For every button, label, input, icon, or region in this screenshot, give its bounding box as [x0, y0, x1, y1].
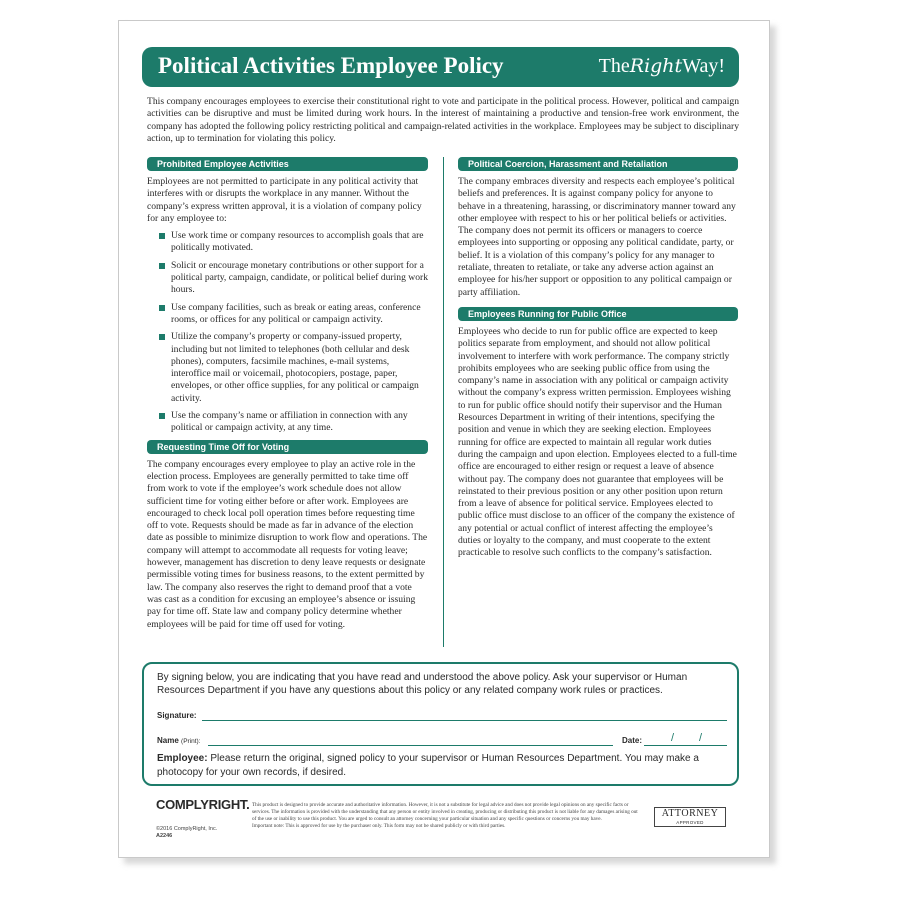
bullet-item: Utilize the company’s property or company-issued property, including but not limited to telephones (both cellular and desk phones), computers, facsimile machines, e-mail systems, interoffice mail or voicemail, photocopiers, postage, paper, envelopes, or other office supplies, for any political or campaign activity.: [147, 331, 428, 405]
name-label: [157, 736, 201, 745]
name-line[interactable]: [208, 745, 613, 746]
signature-instructions: By signing below, you are indicating that you have read and understood the above policy. Ask your supervisor or Human Resources Department if you have any questions about this policy or any related company work rules or practices.: [157, 672, 688, 696]
copyright-text: ©2016 ComplyRight, Inc.: [156, 826, 218, 832]
signature-line[interactable]: [202, 720, 727, 721]
prohibited-text: Employees are not permitted to participate in any political activity that interferes with or disrupts the workplace in any manner. Without the company’s express written approval, it is a violation of company policy for any employee to:: [147, 176, 422, 224]
column-divider: [443, 157, 444, 647]
attorney-approved-seal: [654, 807, 726, 827]
voting-text: The company encourages every employee to play an active role in the election process. Employees are generally permitted to take time off from work to vote if the employee’s work schedule does not allow sufficient time for voting either before or after work. Employees are encouraged to check local poll operation times before requesting time off to vote. Requests should be made as far in advance of the election date as possible to minimize disruption to work flow and operations. The company will attempt to accommodate all requests for voting leave; however, management has discretion to deny leave requests or designate permissible voting times for business reasons, to the extent permitted by law. The company also reserves the right to demand proof that a vote was cast as a condition for excusing an employee’s absence or issuing pay for time off. State law and company policy determine whether employees will be paid for time off used for voting.: [147, 458, 428, 630]
section-heading-voting: Requesting Time Off for Voting: [147, 440, 428, 454]
signature-label: Signature:: [157, 711, 197, 720]
footer-disclaimer: [252, 802, 642, 830]
left-column: [147, 157, 428, 631]
employee-note: [157, 752, 727, 780]
bullet-item: Solicit or encourage monetary contributions or other support for a political party, campaign, candidate, or political belief during work hours.: [147, 260, 428, 297]
brand-post: Way!: [682, 55, 725, 77]
employee-note-text: Please return the original, signed policy to your supervisor or Human Resources Department. You may make a photocopy for your own records, if desired.: [157, 753, 699, 778]
date-line[interactable]: [644, 745, 727, 746]
complyright-logo: COMPLYRIGHT.: [156, 797, 250, 812]
prohibited-bullet-list: [147, 230, 428, 434]
page-title: Political Activities Employee Policy: [158, 53, 504, 78]
signature-box: [142, 662, 739, 786]
attorney-text: ATTORNEY: [661, 808, 719, 819]
product-code: A2246: [156, 833, 173, 839]
disclaimer-text: This product is designed to provide accurate and authoritative information. However, it is not a substitute for legal advice and does not provide legal opinions on any specific facts or services. The information is provided with the understanding that any person or entity involved in creating, producing or distributing this product is not liable for any damages arising out of the use or inability to use this product. You are urged to consult an attorney concerning your particular situation and any specific questions or concerns you may have.: [252, 802, 638, 822]
section-heading-coercion: Political Coercion, Harassment and Retaliation: [458, 157, 738, 171]
approved-text: APPROVED: [676, 820, 704, 825]
intro-paragraph: This company encourages employees to exercise their constitutional right to vote and participate in the political process. However, political and campaign activities can be disruptive and must be limited during work hours. In the interest of maintaining a productive and tension-free work environment, the company has adopted the following policy restricting political and campaign-related activities in the workplace. Employees may be subject to disciplinary action, up to termination for violating this policy.: [147, 96, 739, 144]
employee-label: Employee:: [157, 753, 208, 764]
brand-pre: The: [598, 55, 630, 77]
important-note: Important note: This is approved for use by the purchaser only. This form may not be shared publicly or with third parties.: [252, 823, 506, 829]
date-separator: /: [671, 732, 675, 744]
bullet-item: Use the company’s name or affiliation in connection with any political or campaign activity, at any time.: [147, 410, 428, 435]
footer-copyright: [156, 826, 217, 840]
date-label: Date:: [622, 736, 643, 745]
title-banner: [142, 47, 739, 87]
bullet-item: Use company facilities, such as break or eating areas, conference rooms, or offices for any political or campaign activity.: [147, 302, 428, 327]
bullet-item: Use work time or company resources to accomplish goals that are politically motivated.: [147, 230, 428, 255]
date-separator: /: [699, 732, 703, 744]
section-heading-prohibited: Prohibited Employee Activities: [147, 157, 428, 171]
coercion-text: The company embraces diversity and respects each employee’s political beliefs and preferences. It is against company policy for anyone to behave in a threatening, harassing, or discriminatory manner toward any other employee with respect to his or her political beliefs or activities. The company does not permit its officers or managers to coerce employees into supporting or opposing any political candidate, party, or belief. It is a violation of this company’s policy for any manager to retaliate, threaten to retaliate, or take any adverse action against an employee for his/her support or opposition to any political campaign or party affiliation.: [458, 176, 736, 298]
brand-logo: [599, 55, 725, 78]
name-label-sub: (Print):: [181, 738, 201, 745]
name-label-text: Name: [157, 736, 179, 745]
office-text: Employees who decide to run for public office are expected to keep politics separate from employment, and should not allow political involvement to interfere with work performance. The company strictly prohibits employees who are seeking public office from using the company’s name in association with any political or campaign activity without the company’s express written permission. Employees wishing to run for public office should notify their supervisor and the Human Resources Department in writing of their intentions, specifying the position and venue in which they are seeking election. Employees running for office are expected to maintain all regular work duties during the campaign and upon election. Employees elected to a full-time office are encouraged to either resign or request a leave of absence without pay. The company does not guarantee that employees will be reinstated to their previous position or any other position upon return from a leave of absence for political service. Employees elected to public office must disclose to an officer of the company the existence of any potential or actual conflict of interest affecting the employee’s duties or loyalty to the company, and must cooperate to the extent practicable to resolve such conflicts to the company’s satisfaction.: [458, 325, 737, 559]
right-column: [458, 157, 738, 560]
section-heading-office: Employees Running for Public Office: [458, 307, 738, 321]
brand-italic: Right: [629, 55, 683, 77]
